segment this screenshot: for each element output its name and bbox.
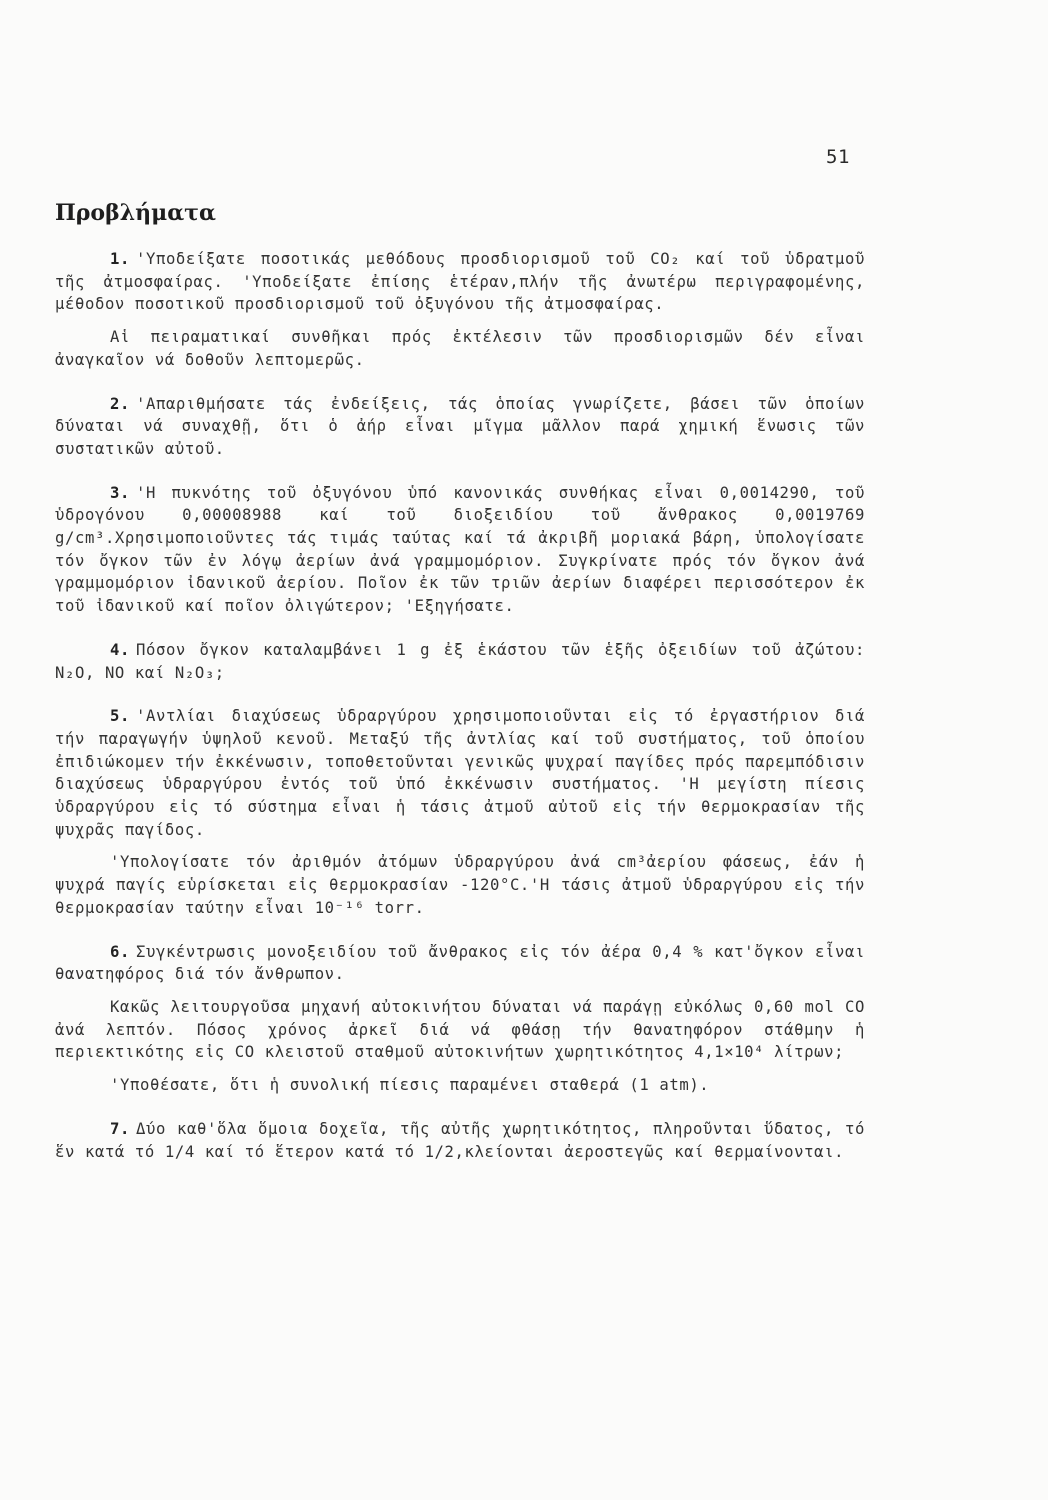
problem-text: Συγκέντρωσις μονοξειδίου τοῦ ἄνθρακος εἰς τόν ἀέρα 0,4 % κατ'ὄγκον εἶναι θανατηφόρος διά τόν ἄνθρωπον. [55, 942, 865, 984]
problem-2-paragraph-1 [55, 393, 865, 461]
problem-7-paragraph-1 [55, 1118, 865, 1163]
problems-list [55, 248, 865, 1163]
problem-6-paragraph-2: Κακῶς λειτουργοῦσα μηχανή αὐτοκινήτου δύναται νά παράγῃ εὐκόλως 0,60 mol CO ἀνά λεπτόν. Πόσος χρόνος ἀρκεῖ διά νά φθάσῃ τήν θανατηφόρον στάθμην ἡ περιεκτικότης εἰς CO κλειστοῦ σταθμοῦ αὐτοκινήτων χωρητικότητος 4,1×10⁴ λίτρων; [55, 997, 865, 1062]
problem-5-paragraph-1 [55, 705, 865, 841]
problem-text: Δύο καθ'ὅλα ὅμοια δοχεῖα, τῆς αὐτῆς χωρητικότητος, πληροῦνται ὕδατος, τό ἕν κατά τό 1/4 καί τό ἕτερον κατά τό 1/2,κλείονται ἀεροστεγῶς καί θερμαίνονται. [55, 1119, 865, 1161]
problem-text: Πόσον ὄγκον καταλαμβάνει 1 g ἐξ ἑκάστου τῶν ἑξῆς ὀξειδίων τοῦ ἀζώτου: N₂O, NO καί N₂O₃; [55, 640, 865, 682]
problem-number: 5. [110, 707, 130, 726]
problem-text: 'Υποδείξατε ποσοτικάς μεθόδους προσδιορισμοῦ τοῦ CO₂ καί τοῦ ὑδρατμοῦ τῆς ἀτμοσφαίρας. 'Υποδείξατε ἐπίσης ἑτέραν,πλήν τῆς ἀνωτέρω περιγραφομένης, μέθοδον ποσοτικοῦ προσδιορισμοῦ τοῦ ὀξυγόνου τῆς ἀτμοσφαίρας. [55, 250, 865, 314]
problem-text: 'Η πυκνότης τοῦ ὀξυγόνου ὑπό κανονικάς συνθήκας εἶναι 0,0014290, τοῦ ὑδρογόνου 0,00008988 καί τοῦ διοξειδίου τοῦ ἄνθρακος 0,0019769 g/cm³.Χρησιμοποιοῦντες τάς τιμάς ταύτας καί τά ἀκριβῆ μοριακά βάρη, ὑπολογίσατε τόν ὄγκον τῶν ἐν λόγῳ ἀερίων ἀνά γραμμομόριον. Συγκρίνατε πρός τόν ὄγκον ἀνά γραμμομόριον ἰδανικοῦ ἀερίου. Ποῖον ἐκ τῶν τριῶν ἀερίων διαφέρει περισσότερον ἐκ τοῦ ἰδανικοῦ καί ποῖον ὀλιγώτερον; 'Εξηγήσατε. [55, 483, 865, 616]
problem-3-paragraph-1 [55, 482, 865, 618]
problem-1-paragraph-2: Αἱ πειραματικαί συνθῆκαι πρός ἐκτέλεσιν τῶν προσδιορισμῶν δέν εἶναι ἀναγκαῖον νά δοθοῦν λεπτομερῶς. [55, 328, 865, 369]
problem-number: 7. [110, 1119, 130, 1138]
problem-6-paragraph-1 [55, 941, 865, 986]
problem-number: 1. [110, 250, 130, 268]
problem-number: 3. [110, 483, 130, 502]
problem-1-paragraph-1 [55, 248, 865, 316]
problem-text: 'Απαριθμήσατε τάς ἐνδείξεις, τάς ὁποίας γνωρίζετε, βάσει τῶν ὁποίων δύναται νά συναχθῇ, ὅτι ὁ ἀήρ εἶναι μῖγμα μᾶλλον παρά χημική ἕνωσις τῶν συστατικῶν αὐτοῦ. [55, 394, 865, 458]
problem-5-paragraph-2: 'Υπολογίσατε τόν ἀριθμόν ἀτόμων ὑδραργύρου ἀνά cm³ἀερίου φάσεως, ἐάν ἡ ψυχρά παγίς εὑρίσκεται εἰς θερμοκρασίαν -120°C.'Η τάσις ἀτμοῦ ὑδραργύρου εἰς τήν θερμοκρασίαν ταύτην εἶναι 10⁻¹⁶ torr. [55, 853, 865, 917]
page-number: 51 [826, 146, 850, 168]
problem-number: 2. [110, 394, 130, 413]
problem-6-paragraph-3: 'Υποθέσατε, ὅτι ἡ συνολική πίεσις παραμένει σταθερά (1 atm). [110, 1076, 710, 1095]
problem-text: 'Αντλίαι διαχύσεως ὑδραργύρου χρησιμοποιοῦνται εἰς τό ἐργαστήριον διά τήν παραγωγήν ὑψηλοῦ κενοῦ. Μεταξύ τῆς ἀντλίας καί τοῦ συστήματος, τοῦ ὁποίου ἐπιδιώκομεν τήν ἐκκένωσιν, τοποθετοῦνται γενικῶς ψυχραί παγίδες πρός παρεμπόδισιν διαχύσεως ὑδραργύρου ἐντός τοῦ ὑπό ἐκκένωσιν συστήματος. 'Η μεγίστη πίεσις ὑδραργύρου εἰς τό σύστημα εἶναι ἡ τάσις ἀτμοῦ αὐτοῦ εἰς τήν θερμοκρασίαν τῆς ψυχρᾶς παγίδος. [55, 707, 865, 839]
problem-number: 6. [110, 942, 130, 961]
problem-number: 4. [110, 640, 130, 659]
section-title: Προβλήματα [55, 200, 216, 226]
problem-4-paragraph-1 [55, 639, 865, 684]
